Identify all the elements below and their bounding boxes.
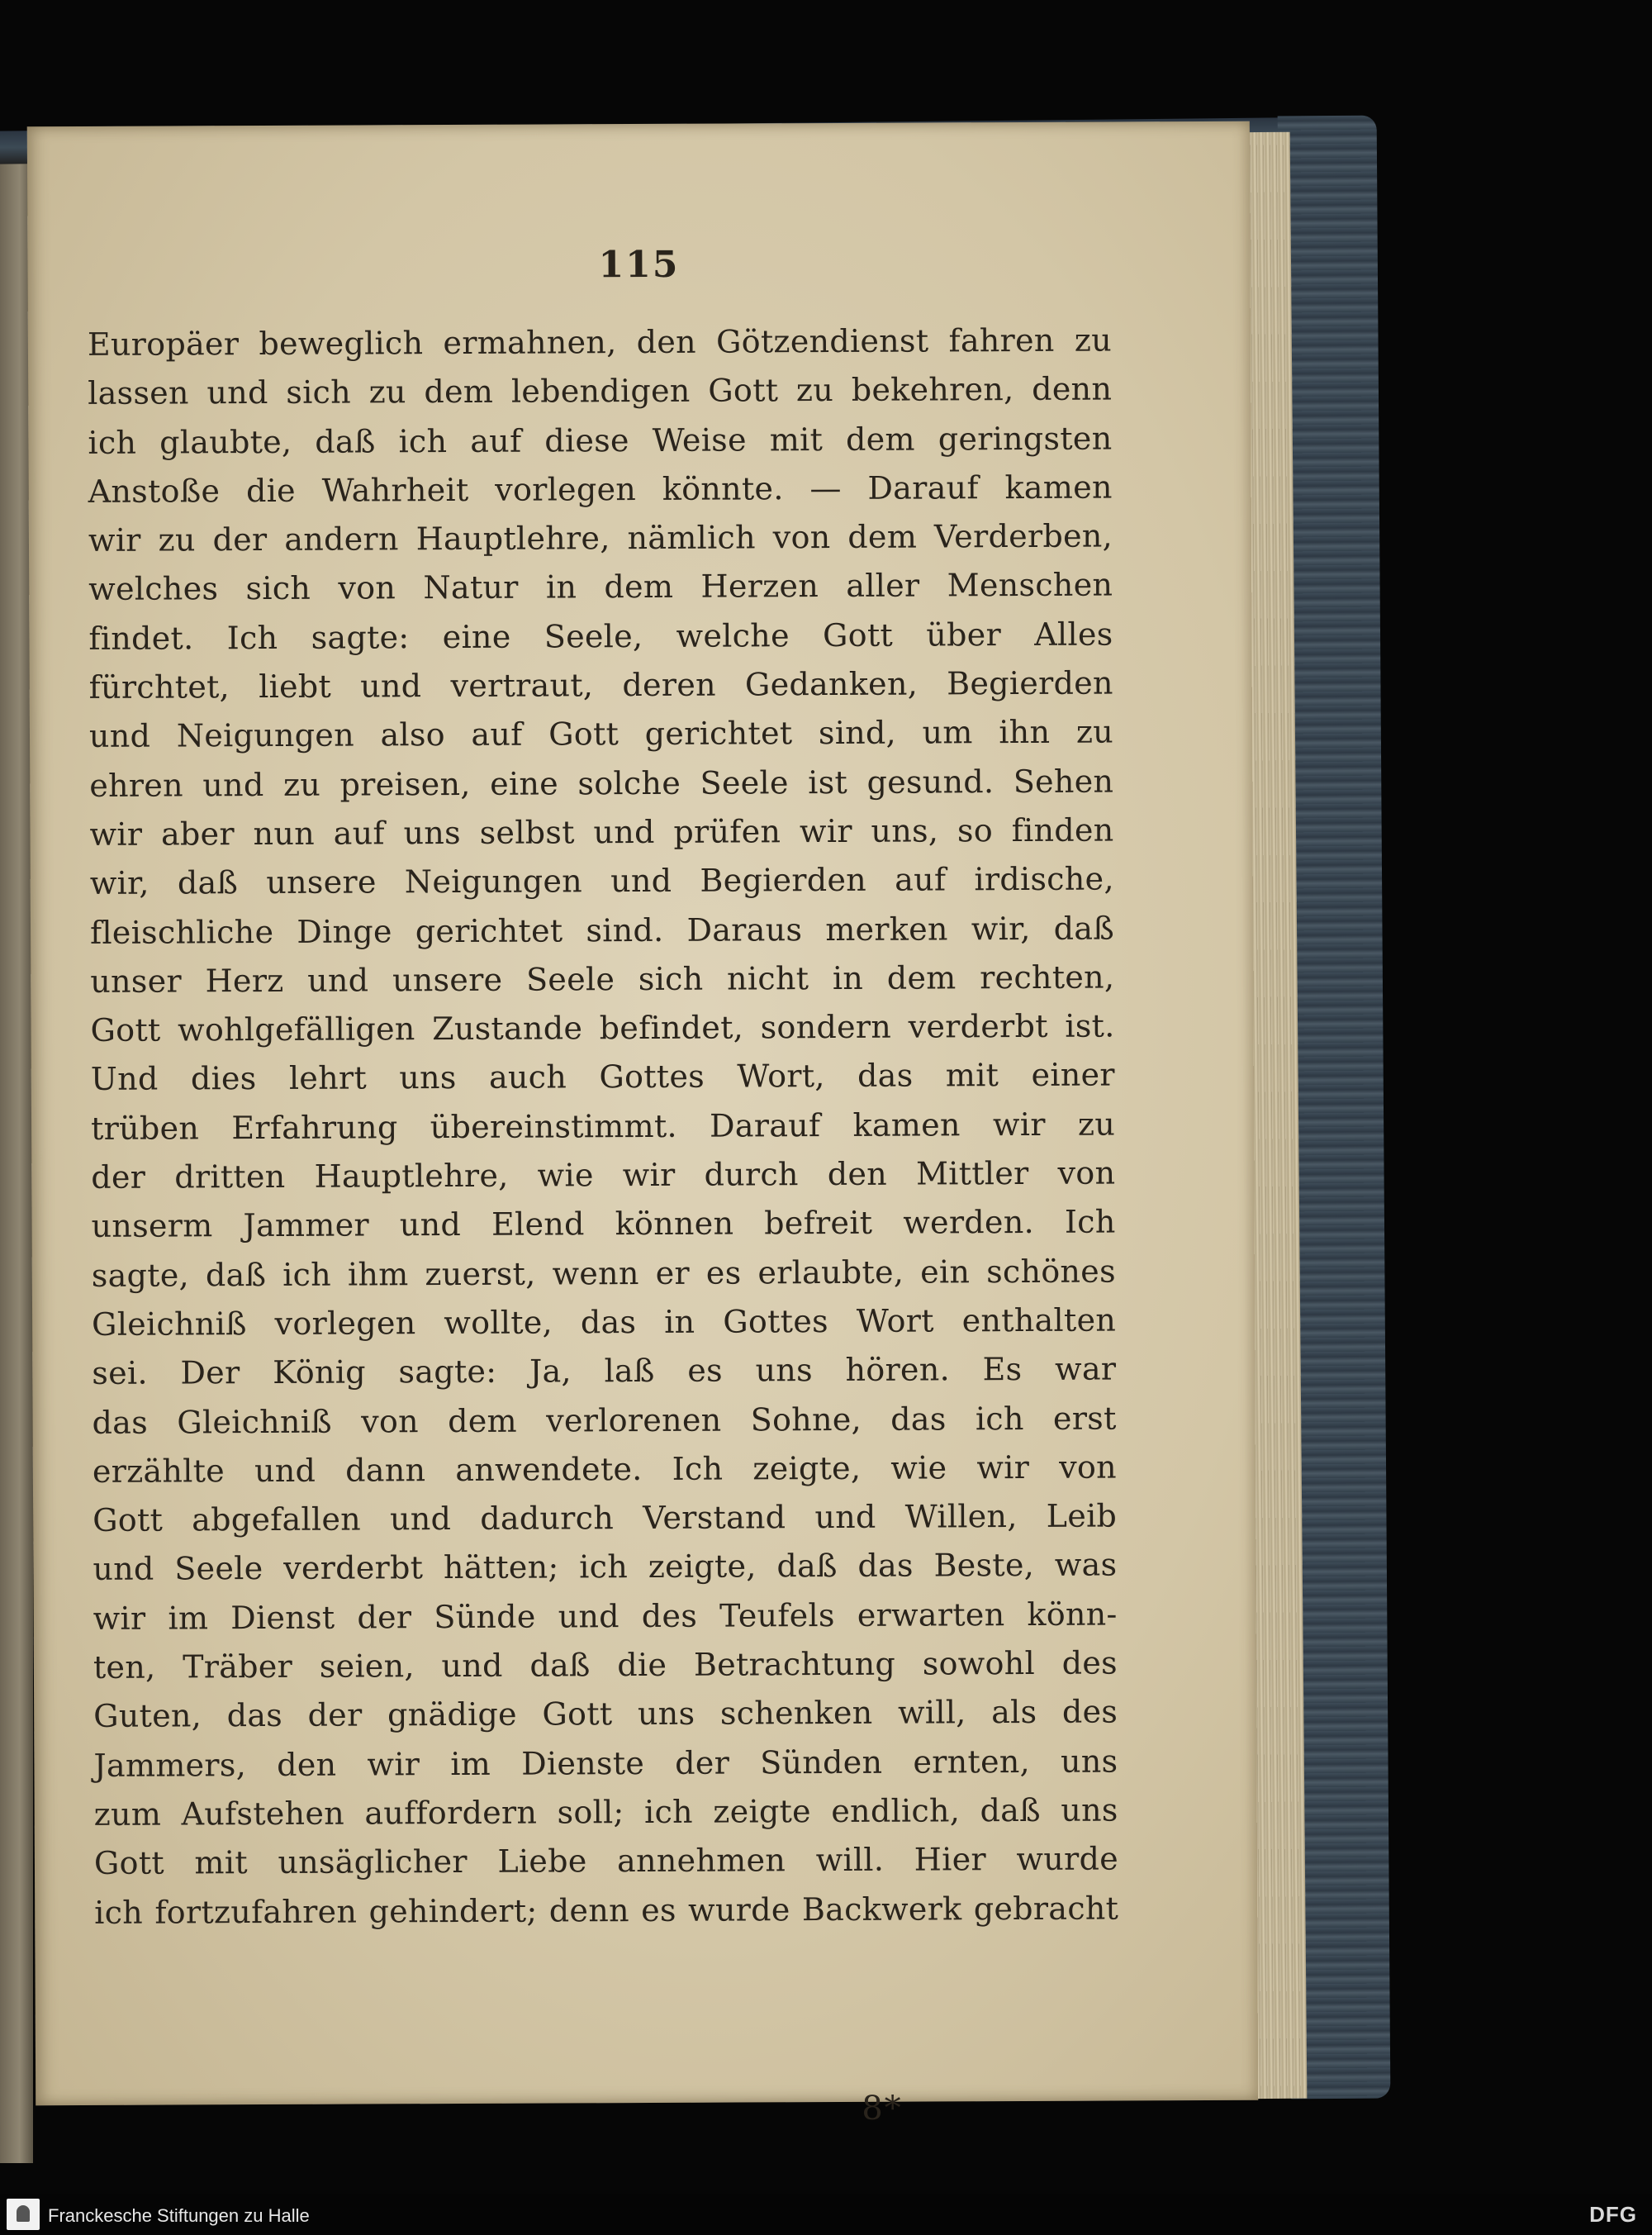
text-line: sagte, daß ich ihm zuerst, wenn er es erlaubte, ein schönes bbox=[91, 1253, 1116, 1294]
text-line: ten, Träber seien, und daß die Betrachtung sowohl des bbox=[93, 1644, 1118, 1686]
text-line: und Neigungen also auf Gott gerichtet sind, um ihn zu bbox=[88, 713, 1114, 755]
text-line: erzählte und dann anwendete. Ich zeigte, wie wir von bbox=[92, 1448, 1117, 1490]
text-line: Europäer beweglich ermahnen, den Götzendienst fahren zu bbox=[87, 321, 1113, 363]
text-line: Gott abgefallen und dadurch Verstand und Willen, Leib bbox=[93, 1497, 1118, 1539]
institution-name: Franckesche Stiftungen zu Halle bbox=[48, 2205, 310, 2226]
text-line: Jammers, den wir im Dienste der Sünden ernten, uns bbox=[93, 1743, 1118, 1784]
text-line: der dritten Hauptlehre, wie wir durch den Mittler von bbox=[91, 1154, 1116, 1196]
dfg-badge: DFG bbox=[1589, 2202, 1637, 2227]
text-line: lassen und sich zu dem lebendigen Gott zu bekehren, denn bbox=[88, 370, 1113, 412]
text-line: findet. Ich sagte: eine Seele, welche Gott über Alles bbox=[88, 616, 1113, 657]
text-line: wir zu der andern Hauptlehre, nämlich von dem Verderben, bbox=[88, 517, 1113, 559]
text-line: sei. Der König sagte: Ja, laß es uns hören. Es war bbox=[92, 1350, 1117, 1392]
text-line: trüben Erfahrung übereinstimmt. Darauf kamen wir zu bbox=[90, 1106, 1116, 1147]
text-line: welches sich von Natur in dem Herzen aller Menschen bbox=[88, 566, 1113, 608]
footer-bar bbox=[0, 2194, 1652, 2235]
text-line: unser Herz und unsere Seele sich nicht in dem rechten, bbox=[90, 958, 1115, 1000]
text-line: wir aber nun auf uns selbst und prüfen wir uns, so finden bbox=[89, 811, 1114, 853]
text-line: zum Aufstehen auffordern soll; ich zeigte endlich, daß uns bbox=[93, 1791, 1118, 1833]
text-line: unserm Jammer und Elend können befreit werden. Ich bbox=[91, 1203, 1116, 1245]
text-line: Anstoße die Wahrheit vorlegen könnte. — Darauf kamen bbox=[88, 468, 1113, 510]
text-line: Gott wohlgefälligen Zustande befindet, sondern verderbt ist. bbox=[90, 1007, 1115, 1049]
text-line: Gott mit unsäglicher Liebe annehmen will. Hier wurde bbox=[93, 1840, 1119, 1882]
book-page bbox=[27, 121, 1258, 2128]
signature-mark: 8* bbox=[862, 2089, 903, 2128]
page-number: 115 bbox=[598, 243, 680, 287]
text-line: wir im Dienst der Sünde und des Teufels erwarten könn- bbox=[93, 1595, 1118, 1637]
text-line: fürchtet, liebt und vertraut, deren Gedanken, Begierden bbox=[88, 664, 1113, 706]
text-line: ehren und zu preisen, eine solche Seele ist gesund. Sehen bbox=[89, 763, 1114, 804]
text-line: Guten, das der gnädige Gott uns schenken will, als des bbox=[93, 1693, 1118, 1735]
text-line: ich fortzufahren gehindert; denn es wurde Backwerk gebracht bbox=[94, 1889, 1119, 1931]
text-line: das Gleichniß von dem verlorenen Sohne, das ich erst bbox=[92, 1400, 1117, 1441]
text-line: fleischliche Dinge gerichtet sind. Daraus merken wir, daß bbox=[89, 910, 1115, 951]
institution-logo-icon bbox=[7, 2199, 40, 2230]
text-line: wir, daß unsere Neigungen und Begierden auf irdische, bbox=[89, 860, 1114, 902]
text-line: Gleichniß vorlegen wollte, das in Gottes Wort enthalten bbox=[92, 1301, 1117, 1343]
text-line: ich glaubte, daß ich auf diese Weise mit dem geringsten bbox=[88, 420, 1113, 461]
page-body bbox=[88, 316, 1119, 1938]
text-line: Und dies lehrt uns auch Gottes Wort, das mit einer bbox=[90, 1056, 1115, 1098]
text-line: und Seele verderbt hätten; ich zeigte, daß das Beste, was bbox=[93, 1546, 1118, 1588]
